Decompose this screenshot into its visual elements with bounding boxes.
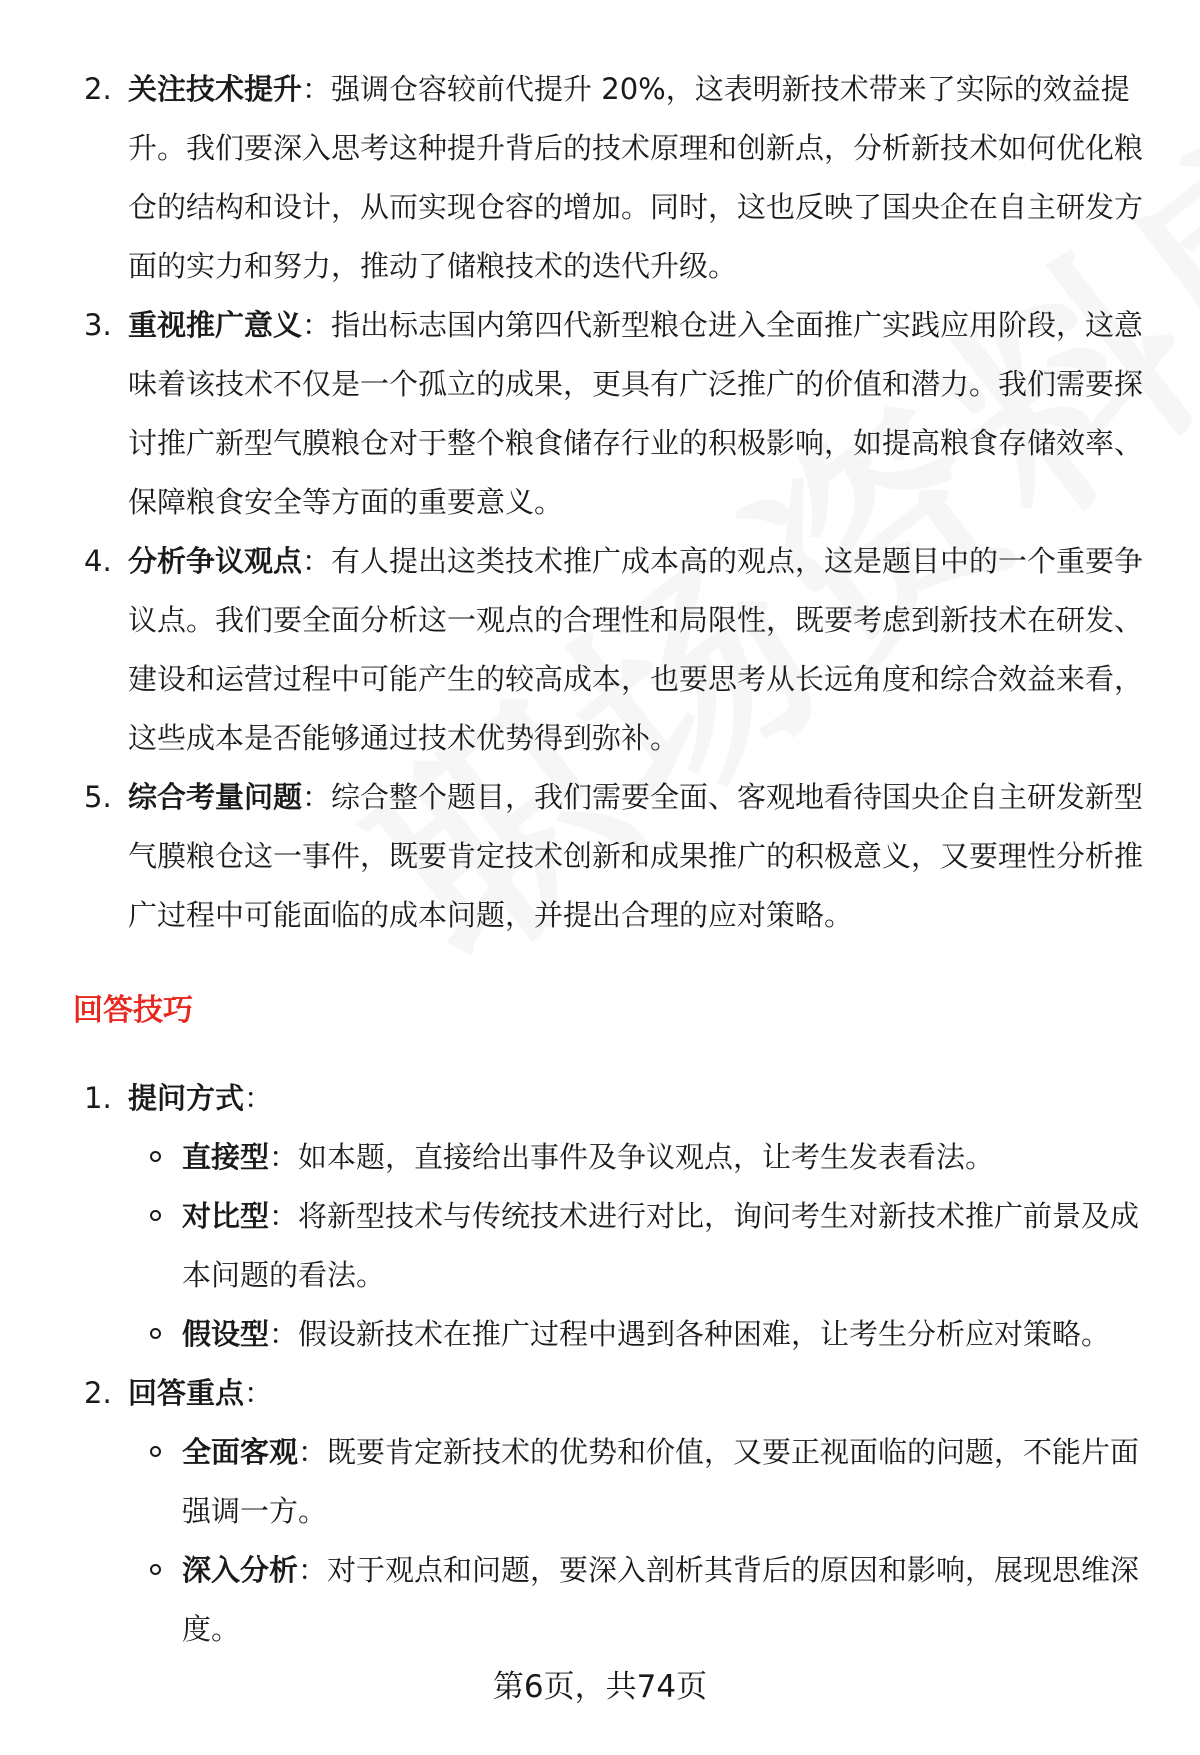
item-number: 2.	[84, 72, 112, 106]
item-term: 重视推广意义	[128, 308, 303, 342]
sub-item-separator: ：	[298, 1435, 328, 1469]
sub-list-item	[0, 1187, 1157, 1305]
circle-bullet-icon	[150, 1564, 161, 1575]
item-separator: ：	[302, 72, 332, 106]
item-term: 综合考量问题	[128, 780, 303, 814]
list-item	[0, 768, 1158, 945]
item-number: 1.	[84, 1081, 112, 1115]
item-term: 分析争议观点	[128, 544, 303, 578]
list-item	[0, 296, 1158, 532]
item-text: 综合整个题目，我们需要全面、客观地看待国央企自主研发新型气膜粮仓这一事件，既要肯定技术创新和成果推广的积极意义，又要理性分析推广过程中可能面临的成本问题，并提出合理的应对策略。	[128, 780, 1144, 932]
sub-item-text: 对于观点和问题，要深入剖析其背后的原因和影响，展现思维深度。	[182, 1553, 1140, 1646]
sub-list-item	[0, 1128, 1157, 1187]
sub-item-separator: ：	[269, 1317, 299, 1351]
item-term: 回答重点	[128, 1376, 245, 1410]
list-item	[0, 1364, 1158, 1423]
sub-item-text: 如本题，直接给出事件及争议观点，让考生发表看法。	[298, 1140, 995, 1174]
item-number: 3.	[84, 308, 112, 342]
sub-item-term: 深入分析	[182, 1553, 299, 1587]
sub-list-item	[0, 1541, 1157, 1659]
sub-item-text: 假设新技术在推广过程中遇到各种困难，让考生分析应对策略。	[298, 1317, 1111, 1351]
sub-list-item	[0, 1305, 1157, 1364]
item-term: 关注技术提升	[128, 72, 303, 106]
circle-bullet-icon	[150, 1328, 161, 1339]
sub-item-term: 假设型	[182, 1317, 270, 1351]
sub-item-separator: ：	[269, 1140, 299, 1174]
item-separator: ：	[244, 1081, 274, 1115]
sub-item-separator: ：	[269, 1199, 299, 1233]
circle-bullet-icon	[150, 1210, 161, 1221]
sub-item-term: 直接型	[182, 1140, 270, 1174]
section-heading: 回答技巧	[73, 993, 193, 1028]
item-text: 指出标志国内第四代新型粮仓进入全面推广实践应用阶段，这意味着该技术不仅是一个孤立的成果，更具有广泛推广的价值和潜力。我们需要探讨推广新型气膜粮仓对于整个粮食储存行业的积极影响，如提高粮食存储效率、保障粮食安全等方面的重要意义。	[128, 308, 1144, 519]
sub-item-separator: ：	[298, 1553, 328, 1587]
item-separator: ：	[302, 780, 332, 814]
item-term: 提问方式	[128, 1081, 245, 1115]
list-item	[0, 532, 1158, 768]
circle-bullet-icon	[150, 1151, 161, 1162]
sub-item-term: 对比型	[182, 1199, 270, 1233]
item-number: 5.	[84, 780, 112, 814]
item-text: 有人提出这类技术推广成本高的观点，这是题目中的一个重要争议点。我们要全面分析这一观点的合理性和局限性，既要考虑到新技术在研发、建设和运营过程中可能产生的较高成本，也要思考从长远角度和综合效益来看，这些成本是否能够通过技术优势得到弥补。	[128, 544, 1144, 755]
item-separator: ：	[302, 544, 332, 578]
item-separator: ：	[302, 308, 332, 342]
circle-bullet-icon	[150, 1446, 161, 1457]
list-item	[0, 1069, 1158, 1128]
item-separator: ：	[244, 1376, 274, 1410]
sub-item-text: 将新型技术与传统技术进行对比，询问考生对新技术推广前景及成本问题的看法。	[182, 1199, 1140, 1292]
sub-list-item	[0, 1423, 1157, 1541]
page-footer: 第6页，共74页	[492, 1669, 708, 1705]
item-number: 4.	[84, 544, 112, 578]
item-text: 强调仓容较前代提升 20%，这表明新技术带来了实际的效益提升。我们要深入思考这种提升背后的技术原理和创新点，分析新技术如何优化粮仓的结构和设计，从而实现仓容的增加。同时，这也反映了国央企在自主研发方面的实力和努力，推动了储粮技术的迭代升级。	[128, 72, 1144, 283]
item-number: 2.	[84, 1376, 112, 1410]
list-item	[0, 60, 1158, 296]
sub-item-term: 全面客观	[182, 1435, 299, 1469]
sub-item-text: 既要肯定新技术的优势和价值，又要正视面临的问题，不能片面强调一方。	[182, 1435, 1140, 1528]
